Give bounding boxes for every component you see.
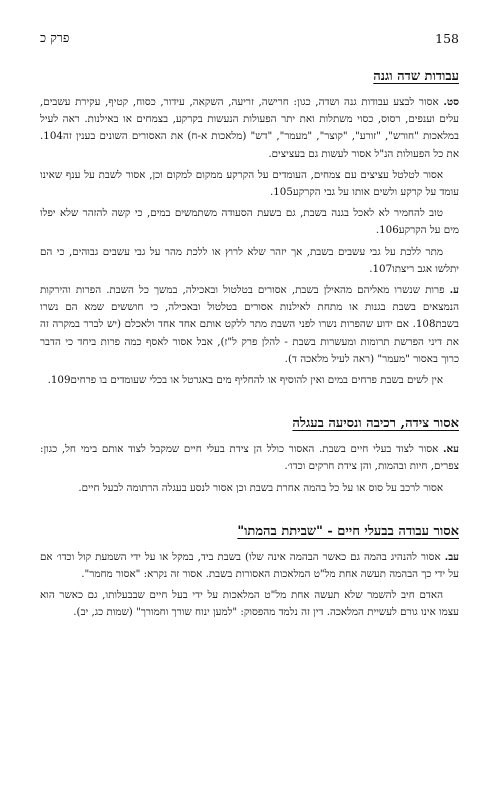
- page-body: [40, 62, 459, 790]
- section-number: סט.: [443, 96, 459, 108]
- paragraph-text: אסור להנהיג בהמה גם כאשר הבהמה אינה שלו) בשבת ביד, במקל או על ידי השמעת קול וכדו׳ אם על ידי כך הבהמה תעשה אחת מל"ט המלאכות האסורות בשבת. אסור זה נקרא: "אסור מחמר".: [40, 550, 459, 581]
- section-number: עב.: [444, 550, 459, 563]
- section-heading: אסור צידה, רכיבה ונסיעה בעגלה: [292, 416, 459, 432]
- section-gap: [40, 393, 459, 409]
- paragraph: מתר ללכת על גבי עשבים בשבת, אך יזהר שלא לרוץ או ללכת מהר על גבי עשבים גבוהים, כי הם יתלשו אגב ריצתו107.: [40, 245, 459, 275]
- paragraph: [40, 549, 459, 583]
- section-heading: אסור עבודה בבעלי חיים - "שביתת בהמתו": [237, 523, 459, 539]
- paragraph: טוב להחמיר לא לאכל בגנה בשבת, גם בשעת הסעודה משתמשים במים, כי קשה להזהר שלא יפלו מים על הקרקע106.: [40, 207, 459, 237]
- paragraph-text: פרות שנשרו מאליהם מהאילן בשבת, אסורים בטלטול ובאכילה, במשך כל השבת. הפרות והירקות הנמצאים בשבת בגנות או מתחת לאילנות אסורים בטלטול ובאכילה, כי חוששים שמא הם נשרו בשבת108. אם ידוע שהפרות נשרו לפני השבת מתר ללקט אותם אחד אחד ולאכלם (יש לברר במקרה זה את דיני הפרשת תרומות ומעשרות בשבת - להלן פרק ל"ז), אבל אסור לאסף כמה פרות ביחד כי הדבר כרוך באסור "מעמר" (ראה לעיל מלאכה ד).: [40, 284, 459, 365]
- paragraph: אסור לטלטל עציצים עם צמחים, העומדים על הקרקע ממקום למקום וכן, אסור לשבת על ענף שאינו עומד על קרקע ולשים אותו על גבי הקרקע105.: [40, 168, 459, 199]
- section-number: ע.: [449, 284, 459, 297]
- page-number: 158: [435, 31, 459, 46]
- paragraph: אסור לרכב על סוס או על כל בהמה אחרת בשבת וכן אסור לנסע בעגלה הרתומה לבעל חיים.: [78, 481, 443, 494]
- paragraph: [40, 282, 459, 368]
- paragraph: האדם חיב להשמר שלא תעשה אחת מל"ט המלאכות על ידי בעל חיים שבבעלותו, גם כאשר הוא עצמו אינו גורם לעשיית המלאכה. דין זה נלמד מהפסוק: "למען ינוח שורך וחמורך" (שמות כג, יב).: [40, 589, 459, 619]
- paragraph: אין לשים בשבת פרחים במים ואין להוסיף או להחליף מים באגרטל או בכלי שעומדים בו פרחים109.: [47, 374, 443, 387]
- running-header: [40, 24, 459, 46]
- section-number: עא.: [442, 443, 459, 456]
- paragraph-text: אסור לבצע עבודות גנה ושדה, כגון: חרישה, זריעה, השקאה, עידור, כסוח, קטיף, עקירת עשבים, עלים וענפים, רסוס, כסוי משתלות ואת יתר הפעולות הנעשות בקרקע, בצמחים או באילנות. ראה לעיל במלאכות "חורש", "זורע", "קוצר", "מעמר", "דש" (מלאכות א-ח) את האסורים השונים בענין זה104. את כל הפעולות הנ"ל אסור לעשות גם בעציצים.: [40, 96, 459, 160]
- section-gap: [40, 501, 459, 517]
- paragraph-text: אסור לצוד בעלי חיים בשבת. האסור כולל הן צידת בעלי חיים שמקבל לצוד אותם בימי חל, כגון: צפרים, חיות ובהמות, והן צידת חרקים וכדו׳.: [40, 443, 459, 473]
- paragraph: [40, 441, 459, 475]
- paragraph: [40, 94, 459, 163]
- chapter-label: פרק כ: [40, 30, 70, 45]
- section-heading: עבודות שדה וגנה: [373, 69, 459, 84]
